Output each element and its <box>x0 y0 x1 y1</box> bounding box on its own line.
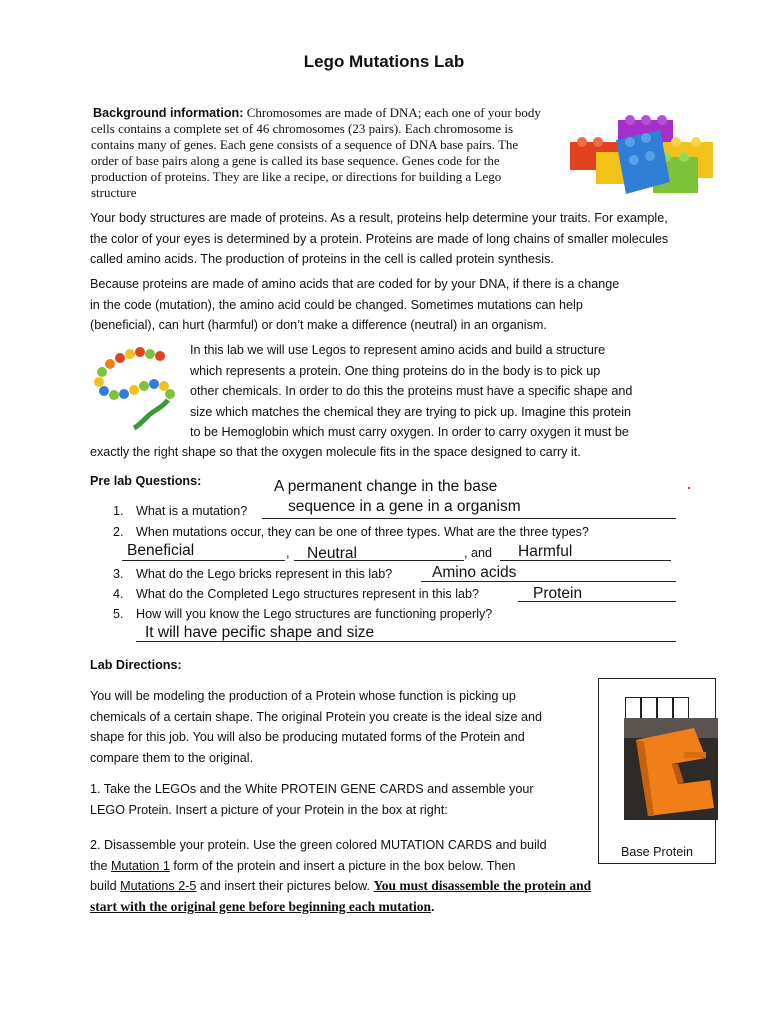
background-text: Background information: Chromosomes are made of DNA; each one of your body cells contains a complete set of 46 chromosomes (23 pairs). Each chromosome is contains many of genes. Each gene consists of a sequence of DNA base pairs. The order of base pairs along a gene is called its base sequence. Genes code for the production of proteins. They are like a recipe, or directions for building a Lego structure <box>91 105 541 200</box>
q3-question: What do the Lego bricks represent in this lab? <box>136 567 393 581</box>
q2-separator-2: , and <box>464 546 493 560</box>
page-title: Lego Mutations Lab <box>303 52 465 71</box>
disassemble-warning-cont: start with the original gene before beginning each mutation <box>90 898 431 914</box>
q2-underline-2 <box>294 560 464 561</box>
lab-heading: Lab Directions: <box>90 658 182 672</box>
q3-number: 3. <box>113 567 124 581</box>
disassemble-warning: You must disassemble the protein and <box>373 878 592 893</box>
q1-answer-underline <box>262 518 676 519</box>
base-protein-caption: Base Protein <box>620 845 694 859</box>
paragraph-lego-model: In this lab we will use Legos to represent amino acids and build a structure which represents a protein. One thing proteins do in the body is to pick up other chemicals. In order to do this the proteins must have a specific shape and size which matches the chemical they are trying to pick up. Imagine this protein to be Hemoglobin which must carry oxygen. In order to carry oxygen it must be <box>190 343 633 439</box>
q3-underline <box>421 581 676 582</box>
q4-question: What do the Completed Lego structures represent in this lab? <box>136 587 480 601</box>
q2-underline-3 <box>500 560 671 561</box>
lab-intro: You will be modeling the production of a Protein whose function is picking up chemicals of a certain shape. The original Protein you create is the ideal size and shape for this job. You will also be producing mutated forms of the Protein and compare them to the original. <box>90 689 542 765</box>
q2-separator-1: , <box>286 546 290 560</box>
background-label: Background information: <box>93 106 244 120</box>
prelab-heading: Pre lab Questions: <box>90 474 202 488</box>
mutations-2-5-link: Mutations 2-5 <box>120 879 197 893</box>
q5-number: 5. <box>113 607 124 621</box>
q1-question: What is a mutation? <box>136 504 248 518</box>
lab-step1: 1. Take the LEGOs and the White PROTEIN GENE CARDS and assemble your LEGO Protein. Insert a picture of your Protein in the box at right: <box>90 782 534 817</box>
q5-underline <box>136 641 676 642</box>
paragraph-proteins: Your body structures are made of proteins. As a result, proteins help determine your traits. For example, the color of your eyes is determined by a protein. Proteins are made of long chains of smaller molecules called amino acids. The production of proteins in the cell is called protein synthesis. <box>90 211 669 266</box>
q4-answer[interactable]: Protein <box>533 585 583 602</box>
base-protein-box[interactable] <box>598 678 716 864</box>
q5-question: How will you know the Lego structures are functioning properly? <box>136 607 493 621</box>
q1-number: 1. <box>113 504 124 518</box>
q1-answer-line2[interactable]: sequence in a gene in a organism <box>288 498 521 515</box>
grid-sketch <box>625 697 689 719</box>
q2-question: When mutations occur, they can be one of three types. What are the three types? <box>136 525 589 539</box>
q2-answer-beneficial[interactable]: Beneficial <box>127 542 195 559</box>
q2-answer-neutral[interactable]: Neutral <box>307 545 357 562</box>
q5-answer[interactable]: It will have pecific shape and size <box>145 624 375 641</box>
mutation-1-link: Mutation 1 <box>111 858 170 873</box>
base-protein-photo <box>624 718 718 820</box>
amino-acid-chain-image <box>90 340 182 432</box>
q4-number: 4. <box>113 587 124 601</box>
stray-mark <box>688 487 690 489</box>
q3-answer[interactable]: Amino acids <box>432 564 517 581</box>
q1-answer-line1[interactable]: A permanent change in the base <box>274 478 498 495</box>
q2-number: 2. <box>113 525 124 539</box>
lego-bricks-image <box>568 112 718 202</box>
q2-answer-harmful[interactable]: Harmful <box>518 543 573 560</box>
paragraph-mutations: Because proteins are made of amino acids that are coded for by your DNA, if there is a change in the code (mutation), the amino acid could be changed. Sometimes mutations can help (beneficial), can hurt (harmful) or don’t make a difference (neutral) in an organism. <box>90 277 620 332</box>
paragraph-lego-model-last: exactly the right shape so that the oxygen molecule fits in the space designed to carry it. <box>90 445 581 459</box>
lab-step2: 2. Disassemble your protein. Use the green colored MUTATION CARDS and build the Mutation 1 form of the protein and insert a picture in the box below. Then build Mutations 2-5 and insert their pictures below. You must disassemble the protein and start with the original gene before beginning each mutation. <box>90 838 592 914</box>
q4-underline <box>518 601 676 602</box>
q2-underline-1 <box>122 560 285 561</box>
